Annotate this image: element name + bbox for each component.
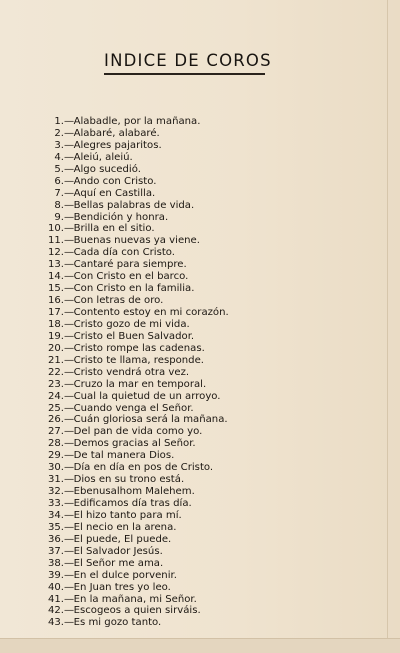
item-title: Con Cristo en la familia. xyxy=(73,283,195,295)
title-underline xyxy=(104,73,265,75)
list-item xyxy=(40,188,229,200)
item-number: 16. xyxy=(47,295,64,307)
page-title: INDICE DE COROS xyxy=(104,51,272,70)
item-number: 26. xyxy=(47,414,64,426)
item-number: 12. xyxy=(47,247,64,259)
list-item xyxy=(40,582,229,594)
item-number: 22. xyxy=(47,366,64,378)
list-item xyxy=(40,414,229,426)
item-dash: — xyxy=(64,283,74,295)
item-title: Cuando venga el Señor. xyxy=(73,402,194,414)
item-dash: — xyxy=(64,521,74,533)
item-number: 4. xyxy=(54,151,64,163)
list-item xyxy=(40,140,229,152)
list-item xyxy=(40,343,229,355)
list-item xyxy=(40,570,229,582)
item-dash: — xyxy=(64,151,74,163)
item-dash: — xyxy=(64,271,74,283)
list-item xyxy=(40,546,229,558)
item-number: 8. xyxy=(54,199,64,211)
item-title: Día en día en pos de Cristo. xyxy=(73,462,214,474)
list-item xyxy=(40,271,229,283)
item-dash: — xyxy=(64,605,74,617)
item-number: 38. xyxy=(47,557,64,569)
item-number: 13. xyxy=(47,259,64,271)
item-dash: — xyxy=(64,116,74,127)
item-dash: — xyxy=(64,366,74,378)
list-item xyxy=(40,510,229,522)
item-dash: — xyxy=(64,581,74,593)
item-dash: — xyxy=(64,414,74,426)
list-item xyxy=(40,164,229,176)
list-item xyxy=(40,176,229,188)
item-number: 1. xyxy=(54,116,64,127)
item-title: El Señor me ama. xyxy=(73,557,164,569)
item-dash: — xyxy=(64,378,74,390)
item-dash: — xyxy=(64,330,74,342)
item-number: 2. xyxy=(54,127,64,139)
item-title: Ando con Cristo. xyxy=(73,175,157,187)
item-title: Escogeos a quien sirváis. xyxy=(73,605,201,617)
item-dash: — xyxy=(64,474,74,486)
item-title: El Salvador Jesús. xyxy=(73,545,163,557)
item-dash: — xyxy=(64,557,74,569)
item-dash: — xyxy=(64,593,74,605)
item-title: Aquí en Castilla. xyxy=(73,187,156,199)
item-title: El necio en la arena. xyxy=(73,521,177,533)
item-number: 33. xyxy=(47,498,64,509)
list-item xyxy=(40,391,229,403)
item-number: 24. xyxy=(47,390,64,402)
item-title: Alegres pajaritos. xyxy=(73,139,162,151)
item-dash: — xyxy=(64,462,74,474)
item-dash: — xyxy=(64,223,74,235)
item-title: Contento estoy en mi corazón. xyxy=(73,307,229,318)
item-number: 17. xyxy=(47,307,64,318)
item-number: 15. xyxy=(47,283,64,295)
list-item xyxy=(40,617,229,629)
item-title: Cuán gloriosa será la mañana. xyxy=(73,414,228,426)
item-number: 5. xyxy=(54,163,64,175)
item-number: 10. xyxy=(47,223,64,235)
list-item xyxy=(40,474,229,486)
item-dash: — xyxy=(64,545,74,557)
item-dash: — xyxy=(64,247,74,259)
item-title: Buenas nuevas ya viene. xyxy=(73,235,200,247)
item-title: Alabaré, alabaré. xyxy=(73,127,160,139)
list-item xyxy=(40,128,229,140)
list-item xyxy=(40,426,229,438)
item-dash: — xyxy=(64,295,74,307)
item-number: 28. xyxy=(47,438,64,450)
item-title: El hizo tanto para mí. xyxy=(73,509,182,521)
list-item xyxy=(40,152,229,164)
item-dash: — xyxy=(64,390,74,402)
item-title: De tal manera Dios. xyxy=(73,450,175,462)
item-title: Alabadle, por la mañana. xyxy=(73,116,201,127)
item-dash: — xyxy=(64,617,74,629)
list-item xyxy=(40,558,229,570)
list-item xyxy=(40,259,229,271)
item-number: 34. xyxy=(47,509,64,521)
item-title: Cantaré para siempre. xyxy=(73,259,187,271)
item-number: 42. xyxy=(47,605,64,617)
item-number: 41. xyxy=(47,593,64,605)
item-title: Algo sucedió. xyxy=(73,163,141,175)
item-number: 9. xyxy=(54,211,64,223)
item-title: Dios en su trono está. xyxy=(73,474,185,486)
item-number: 40. xyxy=(47,581,64,593)
item-number: 19. xyxy=(47,330,64,342)
list-item xyxy=(40,605,229,617)
item-title: Cruzo la mar en temporal. xyxy=(73,378,207,390)
item-title: Con Cristo en el barco. xyxy=(73,271,189,283)
list-item xyxy=(40,319,229,331)
item-title: Demos gracias al Señor. xyxy=(73,438,196,450)
list-item xyxy=(40,212,229,224)
item-number: 39. xyxy=(47,569,64,581)
item-title: Cristo el Buen Salvador. xyxy=(73,330,195,342)
item-title: Edificamos día tras día. xyxy=(73,498,192,509)
item-title: Del pan de vida como yo. xyxy=(73,426,203,438)
item-number: 27. xyxy=(47,426,64,438)
item-number: 20. xyxy=(47,342,64,354)
item-dash: — xyxy=(64,438,74,450)
item-number: 18. xyxy=(47,318,64,330)
item-number: 30. xyxy=(47,462,64,474)
item-title: Bellas palabras de vida. xyxy=(73,199,195,211)
item-dash: — xyxy=(64,175,74,187)
item-number: 21. xyxy=(47,354,64,366)
item-title: Bendición y honra. xyxy=(73,211,169,223)
item-dash: — xyxy=(64,533,74,545)
item-dash: — xyxy=(64,318,74,330)
list-item xyxy=(40,283,229,295)
page-fold-line xyxy=(387,0,388,652)
item-number: 7. xyxy=(54,187,64,199)
list-item xyxy=(40,247,229,259)
list-item xyxy=(40,116,229,128)
item-number: 29. xyxy=(47,450,64,462)
list-item xyxy=(40,522,229,534)
page-bottom-edge xyxy=(0,638,400,653)
item-title: Ebenusalhom Malehem. xyxy=(73,486,195,498)
chorus-index-list xyxy=(40,116,229,629)
item-title: El puede, El puede. xyxy=(73,533,172,545)
item-dash: — xyxy=(64,259,74,271)
item-title: Cristo vendrá otra vez. xyxy=(73,366,190,378)
item-dash: — xyxy=(64,199,74,211)
list-item xyxy=(40,379,229,391)
item-dash: — xyxy=(64,187,74,199)
item-number: 37. xyxy=(47,545,64,557)
item-title: Cristo rompe las cadenas. xyxy=(73,342,205,354)
list-item xyxy=(40,235,229,247)
list-item xyxy=(40,450,229,462)
item-number: 35. xyxy=(47,521,64,533)
item-title: Con letras de oro. xyxy=(73,295,164,307)
item-dash: — xyxy=(64,127,74,139)
list-item xyxy=(40,367,229,379)
item-number: 25. xyxy=(47,402,64,414)
item-number: 6. xyxy=(54,175,64,187)
item-number: 23. xyxy=(47,378,64,390)
item-number: 32. xyxy=(47,486,64,498)
item-dash: — xyxy=(64,211,74,223)
item-dash: — xyxy=(64,139,74,151)
item-dash: — xyxy=(64,486,74,498)
item-number: 43. xyxy=(47,617,64,629)
item-number: 14. xyxy=(47,271,64,283)
item-dash: — xyxy=(64,342,74,354)
item-dash: — xyxy=(64,307,74,318)
list-item xyxy=(40,223,229,235)
list-item xyxy=(40,438,229,450)
item-title: Cual la quietud de un arroyo. xyxy=(73,390,221,402)
item-title: En la mañana, mi Señor. xyxy=(73,593,197,605)
item-dash: — xyxy=(64,426,74,438)
list-item xyxy=(40,331,229,343)
item-title: Brilla en el sitio. xyxy=(73,223,155,235)
item-dash: — xyxy=(64,235,74,247)
list-item xyxy=(40,403,229,415)
item-dash: — xyxy=(64,163,74,175)
item-number: 31. xyxy=(47,474,64,486)
list-item xyxy=(40,307,229,319)
item-dash: — xyxy=(64,354,74,366)
list-item xyxy=(40,594,229,606)
item-dash: — xyxy=(64,509,74,521)
item-title: En Juan tres yo leo. xyxy=(73,581,171,593)
list-item xyxy=(40,462,229,474)
list-item xyxy=(40,498,229,510)
list-item xyxy=(40,295,229,307)
item-number: 11. xyxy=(47,235,64,247)
item-dash: — xyxy=(64,569,74,581)
item-number: 36. xyxy=(47,533,64,545)
list-item xyxy=(40,486,229,498)
item-dash: — xyxy=(64,402,74,414)
item-title: En el dulce porvenir. xyxy=(73,569,177,581)
item-title: Aleiú, aleiú. xyxy=(73,151,133,163)
item-dash: — xyxy=(64,498,74,509)
item-dash: — xyxy=(64,450,74,462)
item-title: Es mi gozo tanto. xyxy=(73,617,162,629)
item-title: Cristo gozo de mi vida. xyxy=(73,318,190,330)
item-number: 3. xyxy=(54,139,64,151)
list-item xyxy=(40,534,229,546)
item-title: Cada día con Cristo. xyxy=(73,247,175,259)
list-item xyxy=(40,355,229,367)
list-item xyxy=(40,200,229,212)
item-title: Cristo te llama, responde. xyxy=(73,354,205,366)
